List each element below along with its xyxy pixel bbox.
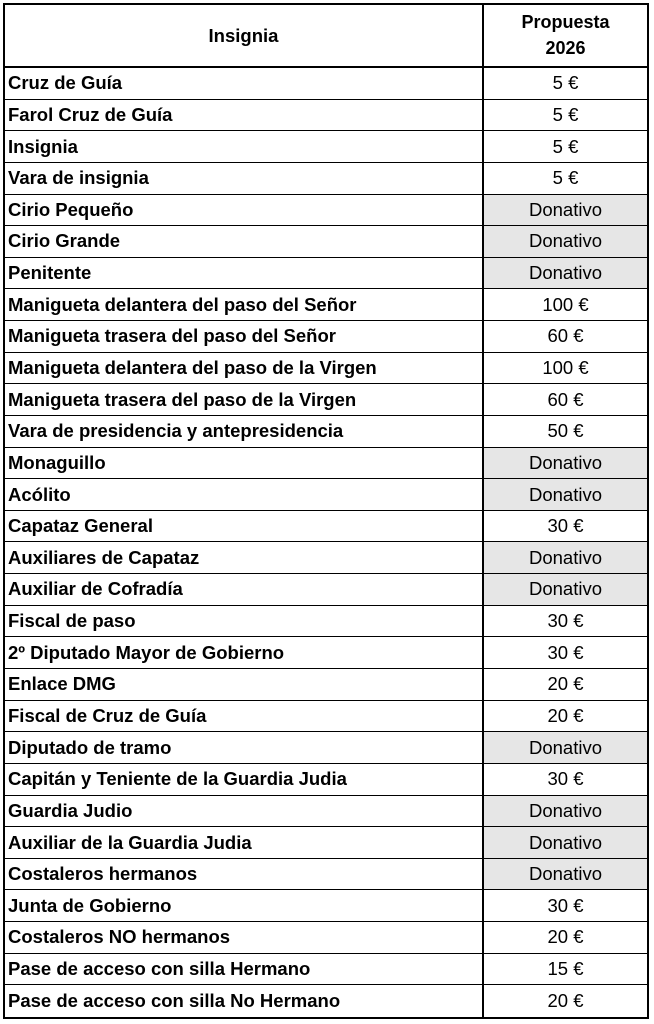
row-name: Cirio Pequeño [5,195,484,227]
row-name: Cruz de Guía [5,68,484,100]
row-name: Fiscal de paso [5,606,484,638]
row-name: Guardia Judio [5,796,484,828]
row-value: 30 € [484,890,647,922]
row-name: Manigueta trasera del paso del Señor [5,321,484,353]
row-name: Insignia [5,131,484,163]
row-value: 20 € [547,990,584,1012]
row-name: Manigueta delantera del paso del Señor [5,289,484,321]
row-value: Donativo [484,859,647,891]
row-value: Donativo [484,479,647,511]
row-value: Donativo [484,827,647,859]
row-name: Acólito [5,479,484,511]
row-value: Donativo [484,542,647,574]
row-name: Capataz General [5,511,484,543]
row-value: 15 € [484,954,647,986]
row-value: Donativo [484,195,647,227]
row-value: Donativo [484,732,647,764]
row-value: 20 € [484,701,647,733]
fees-table [3,3,649,1019]
row-name: Capitán y Teniente de la Guardia Judia [5,764,484,796]
row-value: Donativo [484,258,647,290]
row-value: 30 € [484,606,647,638]
row-name: Fiscal de Cruz de Guía [5,701,484,733]
row-value: Donativo [484,796,647,828]
row-value: 30 € [484,764,647,796]
row-value: 5 € [484,68,647,100]
row-value: 5 € [484,100,647,132]
row-name: Pase de acceso con silla No Hermano [5,985,484,1017]
row-name: Costaleros NO hermanos [5,922,484,954]
row-value: 50 € [484,416,647,448]
header-insignia: Insignia [5,5,484,68]
row-name: Vara de insignia [5,163,484,195]
row-value: 30 € [484,511,647,543]
row-value: 20 € [484,922,647,954]
row-value: Donativo [484,226,647,258]
row-name: 2º Diputado Mayor de Gobierno [5,637,484,669]
row-name: Pase de acceso con silla Hermano [5,954,484,986]
row-name: Auxiliar de la Guardia Judia [5,827,484,859]
header-propuesta-label: Propuesta [521,12,610,33]
header-propuesta-year: 2026 [545,37,586,58]
row-name: Cirio Grande [5,226,484,258]
row-name: Manigueta trasera del paso de la Virgen [5,384,484,416]
row-value: 20 € [484,669,647,701]
row-name: Manigueta delantera del paso de la Virgen [5,353,484,385]
row-name: Diputado de tramo [5,732,484,764]
row-name: Auxiliar de Cofradía [5,574,484,606]
row-value: 60 € [484,321,647,353]
row-name: Farol Cruz de Guía [5,100,484,132]
row-value: 30 € [484,637,647,669]
row-value: 60 € [484,384,647,416]
row-name: Enlace DMG [5,669,484,701]
row-value: 5 € [484,131,647,163]
row-name: Monaguillo [5,448,484,480]
row-value: 100 € [484,353,647,385]
row-value: Donativo [484,448,647,480]
row-value: 100 € [484,289,647,321]
row-name: Costaleros hermanos [5,859,484,891]
header-propuesta [484,5,647,68]
row-value: Donativo [484,574,647,606]
row-name: Auxiliares de Capataz [5,542,484,574]
row-name: Vara de presidencia y antepresidencia [5,416,484,448]
row-name: Junta de Gobierno [5,890,484,922]
row-value: 5 € [484,163,647,195]
row-name: Penitente [5,258,484,290]
